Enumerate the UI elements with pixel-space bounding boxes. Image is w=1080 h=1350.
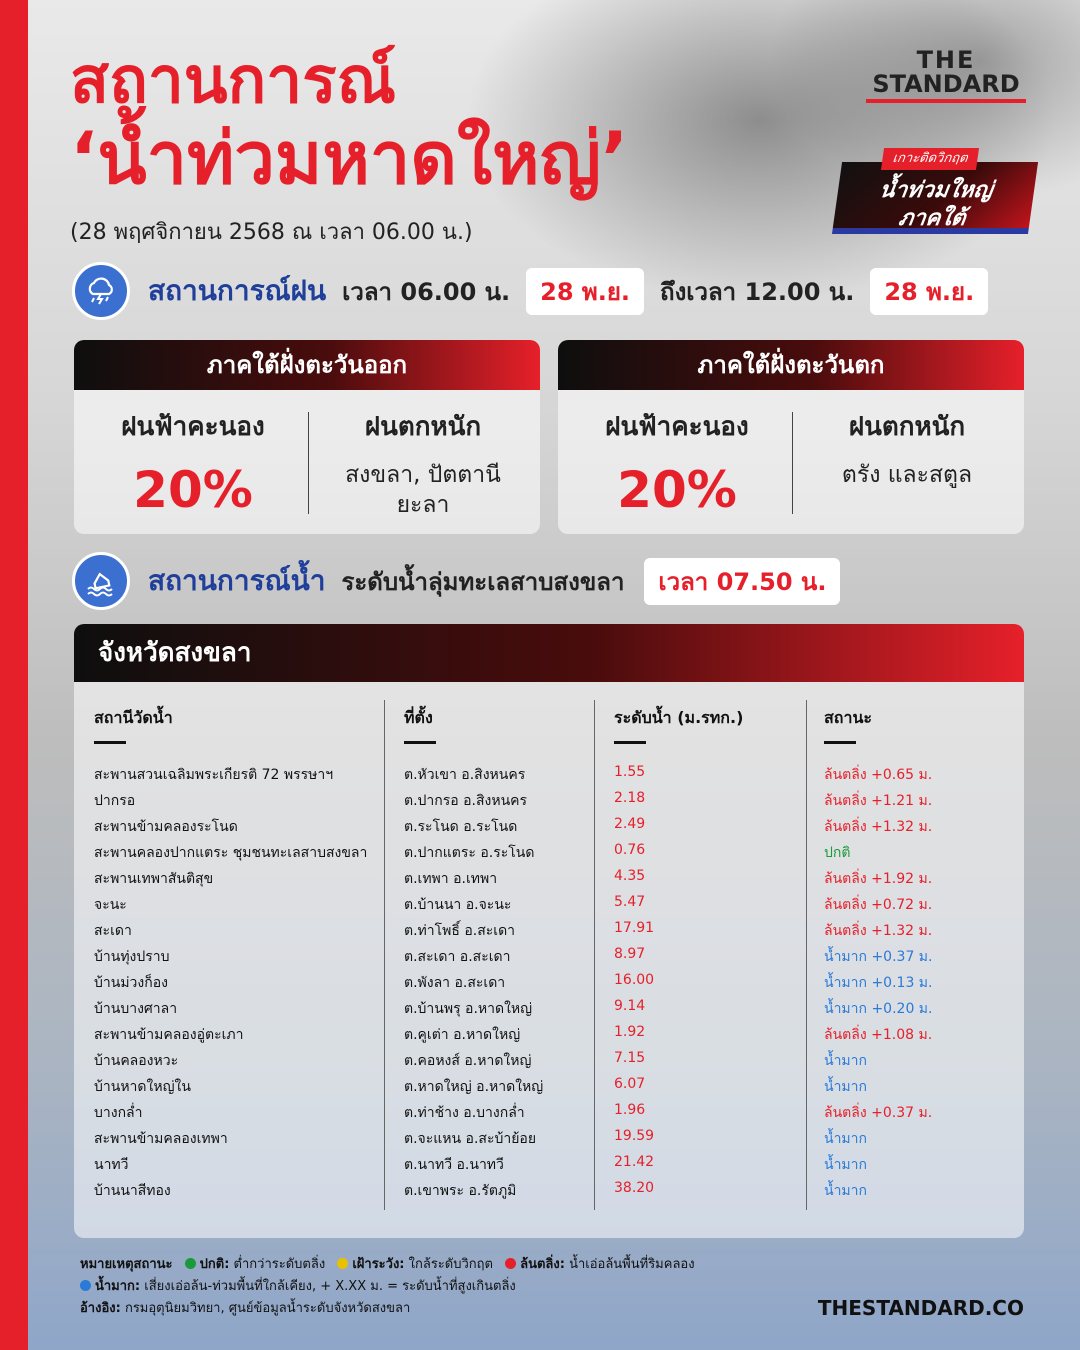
- station-name: สะพานเทพาสันติสุข: [94, 871, 214, 887]
- station-status: ล้นตลิ่ง +1.21 ม.: [824, 793, 933, 809]
- water-level: 19.59: [614, 1128, 655, 1144]
- station-status: น้ำมาก +0.20 ม.: [824, 1001, 933, 1017]
- station-name: จะนะ: [94, 897, 127, 913]
- station-status: น้ำมาก: [824, 1053, 867, 1069]
- east-thunder-label: ฝนฟ้าคะนอง: [121, 412, 265, 442]
- station-status: ล้นตลิ่ง +0.72 ม.: [824, 897, 933, 913]
- east-heavy-areas: [308, 461, 538, 521]
- water-level: 5.47: [614, 894, 646, 910]
- water-level: 21.42: [614, 1154, 655, 1170]
- station-location: ต.บ้านพรุ อ.หาดใหญ่: [404, 1001, 533, 1017]
- water-desc: ระดับน้ำลุ่มทะเลสาบสงขลา: [341, 567, 625, 596]
- east-heavy-col: [308, 406, 538, 521]
- station-location: ต.นาทวี อ.นาทวี: [404, 1157, 504, 1173]
- station-status: ปกติ: [824, 845, 851, 861]
- west-heavy-areas: [792, 461, 1022, 491]
- table-row: [74, 1128, 1024, 1154]
- storm-cloud-icon: [72, 262, 130, 320]
- table-row: [74, 920, 1024, 946]
- west-thunder-label: ฝนฟ้าคะนอง: [605, 412, 749, 442]
- legend-line-1: [80, 1254, 695, 1276]
- rain-section-header: [72, 262, 988, 320]
- badge-tag: เกาะติดวิกฤต: [881, 148, 979, 170]
- station-name: สะพานคลองปากแตระ ชุมชนทะเลสาบสงขลา: [94, 845, 368, 861]
- header-station: สถานีวัดน้ำ: [94, 706, 173, 744]
- logo-line-2: STANDARD: [866, 72, 1026, 103]
- water-level: 8.97: [614, 946, 646, 962]
- table-row: [74, 1076, 1024, 1102]
- rain-from-date: 28 พ.ย.: [526, 268, 644, 315]
- station-name: สะพานข้ามคลองอู่ตะเภา: [94, 1027, 244, 1043]
- water-level: 0.76: [614, 842, 646, 858]
- west-heavy-col: [792, 406, 1022, 491]
- station-name: สะพานสวนเฉลิมพระเกียรติ 72 พรรษาฯ: [94, 767, 334, 783]
- water-level: 1.96: [614, 1102, 646, 1118]
- station-name: สะพานข้ามคลองเทพา: [94, 1131, 228, 1147]
- water-level: 2.49: [614, 816, 646, 832]
- reference-label: อ้างอิง:: [80, 1301, 121, 1316]
- station-status: ล้นตลิ่ง +1.32 ม.: [824, 819, 933, 835]
- station-name: สะเดา: [94, 923, 132, 939]
- west-coast-card: [558, 340, 1024, 534]
- red-dot-icon: [505, 1258, 516, 1269]
- table-row: [74, 1050, 1024, 1076]
- station-name: บ้านหาดใหญ่ใน: [94, 1079, 191, 1095]
- rain-from-time: เวลา 06.00 น.: [342, 277, 511, 306]
- water-level: 9.14: [614, 998, 646, 1014]
- title-line-1: สถานการณ์: [70, 44, 396, 118]
- table-row: [74, 946, 1024, 972]
- station-status: น้ำมาก +0.13 ม.: [824, 975, 933, 991]
- station-name: บ้านนาสีทอง: [94, 1183, 171, 1199]
- legend-overflow-text: น้ำเอ่อล้นพื้นที่ริมคลอง: [569, 1257, 695, 1272]
- water-level: 4.35: [614, 868, 646, 884]
- station-status: น้ำมาก: [824, 1079, 867, 1095]
- station-location: ต.ระโนด อ.ระโนด: [404, 819, 518, 835]
- west-card-title: ภาคใต้ฝั่งตะวันตก: [558, 340, 1024, 390]
- water-level: 1.55: [614, 764, 646, 780]
- water-level: 7.15: [614, 1050, 646, 1066]
- water-level: 16.00: [614, 972, 655, 988]
- table-row: [74, 790, 1024, 816]
- station-name: บ้านคลองหวะ: [94, 1053, 179, 1069]
- logo-line-1: THE: [916, 46, 976, 74]
- green-dot-icon: [185, 1258, 196, 1269]
- station-status: ล้นตลิ่ง +1.32 ม.: [824, 923, 933, 939]
- water-level: 6.07: [614, 1076, 646, 1092]
- title-line-2: ‘น้ำท่วมหาดใหญ่’: [70, 116, 629, 201]
- legend-label: หมายเหตุสถานะ: [80, 1257, 173, 1272]
- station-name: บางกล่ำ: [94, 1105, 143, 1121]
- station-location: ต.เขาพระ อ.รัตภูมิ: [404, 1183, 517, 1199]
- west-heavy-line-1: ตรัง และสตูล: [841, 462, 973, 488]
- station-name: บ้านม่วงก็อง: [94, 975, 168, 991]
- east-card-title: ภาคใต้ฝั่งตะวันออก: [74, 340, 540, 390]
- table-row: [74, 764, 1024, 790]
- water-heading: สถานการณ์น้ำ: [148, 564, 326, 597]
- west-heavy-label: ฝนตกหนัก: [848, 412, 966, 442]
- station-location: ต.สะเดา อ.สะเดา: [404, 949, 511, 965]
- table-title: จังหวัดสงขลา: [74, 624, 1024, 682]
- reference-text: กรมอุตุนิยมวิทยา, ศูนย์ข้อมูลน้ำระดับจังหวัดสงขลา: [124, 1301, 411, 1316]
- station-status: ล้นตลิ่ง +0.37 ม.: [824, 1105, 933, 1121]
- legend-watch-label: เฝ้าระวัง:: [352, 1257, 405, 1272]
- station-location: ต.ท่าช้าง อ.บางกล่ำ: [404, 1105, 525, 1121]
- legend-normal-label: ปกติ:: [199, 1257, 230, 1272]
- legend-high-label: น้ำมาก:: [95, 1279, 141, 1294]
- station-name: สะพานข้ามคลองระโนด: [94, 819, 238, 835]
- station-status: น้ำมาก: [824, 1131, 867, 1147]
- east-thunder-percent: 20%: [133, 461, 253, 519]
- table-row: [74, 1024, 1024, 1050]
- table-row: [74, 1102, 1024, 1128]
- station-location: ต.หัวเขา อ.สิงหนคร: [404, 767, 526, 783]
- table-row: [74, 842, 1024, 868]
- station-status: น้ำมาก: [824, 1157, 867, 1173]
- table-row: [74, 1180, 1024, 1206]
- rain-to-date: 28 พ.ย.: [870, 268, 988, 315]
- water-level-table: [74, 624, 1024, 1238]
- station-name: บ้านทุ่งปราบ: [94, 949, 170, 965]
- reference-line: [80, 1298, 695, 1320]
- legend-normal-text: ต่ำกว่าระดับตลิ่ง: [233, 1257, 326, 1272]
- table-row: [74, 816, 1024, 842]
- west-thunder-col: [562, 406, 792, 519]
- station-name: ปากรอ: [94, 793, 136, 809]
- yellow-dot-icon: [337, 1258, 348, 1269]
- station-location: ต.เทพา อ.เทพา: [404, 871, 498, 887]
- station-location: ต.หาดใหญ่ อ.หาดใหญ่: [404, 1079, 544, 1095]
- table-row: [74, 868, 1024, 894]
- station-location: ต.พังลา อ.สะเดา: [404, 975, 506, 991]
- rain-heading: สถานการณ์ฝน: [148, 274, 327, 307]
- table-row: [74, 998, 1024, 1024]
- station-location: ต.บ้านนา อ.จะนะ: [404, 897, 512, 913]
- east-heavy-line-2: ยะลา: [396, 491, 450, 518]
- badge-line-2: ภาคใต้: [897, 206, 968, 231]
- station-location: ต.จะแหน อ.สะบ้าย้อย: [404, 1131, 537, 1147]
- legend-line-2: [80, 1276, 695, 1298]
- table-row: [74, 894, 1024, 920]
- brand-logo: [866, 48, 1026, 103]
- legend-overflow-label: ล้นตลิ่ง:: [520, 1257, 565, 1272]
- water-level: 1.92: [614, 1024, 646, 1040]
- header-level: ระดับน้ำ (ม.รทก.): [614, 706, 743, 744]
- station-location: ต.คูเต่า อ.หาดใหญ่: [404, 1027, 521, 1043]
- table-row: [74, 972, 1024, 998]
- water-section-header: [72, 552, 840, 610]
- east-heavy-label: ฝนตกหนัก: [364, 412, 482, 442]
- series-badge: [832, 148, 1040, 234]
- station-name: นาทวี: [94, 1157, 129, 1173]
- page-title: [70, 44, 629, 201]
- station-status: ล้นตลิ่ง +1.92 ม.: [824, 871, 933, 887]
- table-row: [74, 1154, 1024, 1180]
- water-time: เวลา 07.50 น.: [644, 558, 840, 605]
- station-location: ต.ท่าโพธิ์ อ.สะเดา: [404, 923, 516, 939]
- legend-high-text: เสี่ยงเอ่อล้น-ท่วมพื้นที่ใกล้เคียง, + X.XX ม. = ระดับน้ำที่สูงเกินตลิ่ง: [144, 1279, 516, 1294]
- east-thunder-col: [78, 406, 308, 519]
- east-coast-card: [74, 340, 540, 534]
- blue-dot-icon: [80, 1280, 91, 1291]
- water-level: 17.91: [614, 920, 655, 936]
- station-location: ต.คอหงส์ อ.หาดใหญ่: [404, 1053, 532, 1069]
- east-heavy-line-1: สงขลา, ปัตตานี: [345, 462, 501, 488]
- water-level: 38.20: [614, 1180, 655, 1196]
- footer-notes: [80, 1254, 695, 1320]
- station-location: ต.ปากแตระ อ.ระโนด: [404, 845, 535, 861]
- station-status: ล้นตลิ่ง +1.08 ม.: [824, 1027, 933, 1043]
- header-status: สถานะ: [824, 706, 872, 744]
- water-level: 2.18: [614, 790, 646, 806]
- site-url: THESTANDARD.CO: [817, 1296, 1024, 1320]
- badge-line-1: น้ำท่วมใหญ่: [877, 178, 995, 203]
- rain-to-time: ถึงเวลา 12.00 น.: [660, 277, 855, 306]
- station-status: ล้นตลิ่ง +0.65 ม.: [824, 767, 933, 783]
- flood-house-icon: [72, 552, 130, 610]
- header-location: ที่ตั้ง: [404, 706, 436, 744]
- station-status: น้ำมาก +0.37 ม.: [824, 949, 933, 965]
- west-thunder-percent: 20%: [617, 461, 737, 519]
- station-status: น้ำมาก: [824, 1183, 867, 1199]
- station-name: บ้านบางศาลา: [94, 1001, 178, 1017]
- page-subtitle: (28 พฤศจิกายน 2568 ณ เวลา 06.00 น.): [70, 220, 473, 245]
- legend-watch-text: ใกล้ระดับวิกฤต: [408, 1257, 493, 1272]
- red-side-bar: [0, 0, 28, 1350]
- station-location: ต.ปากรอ อ.สิงหนคร: [404, 793, 528, 809]
